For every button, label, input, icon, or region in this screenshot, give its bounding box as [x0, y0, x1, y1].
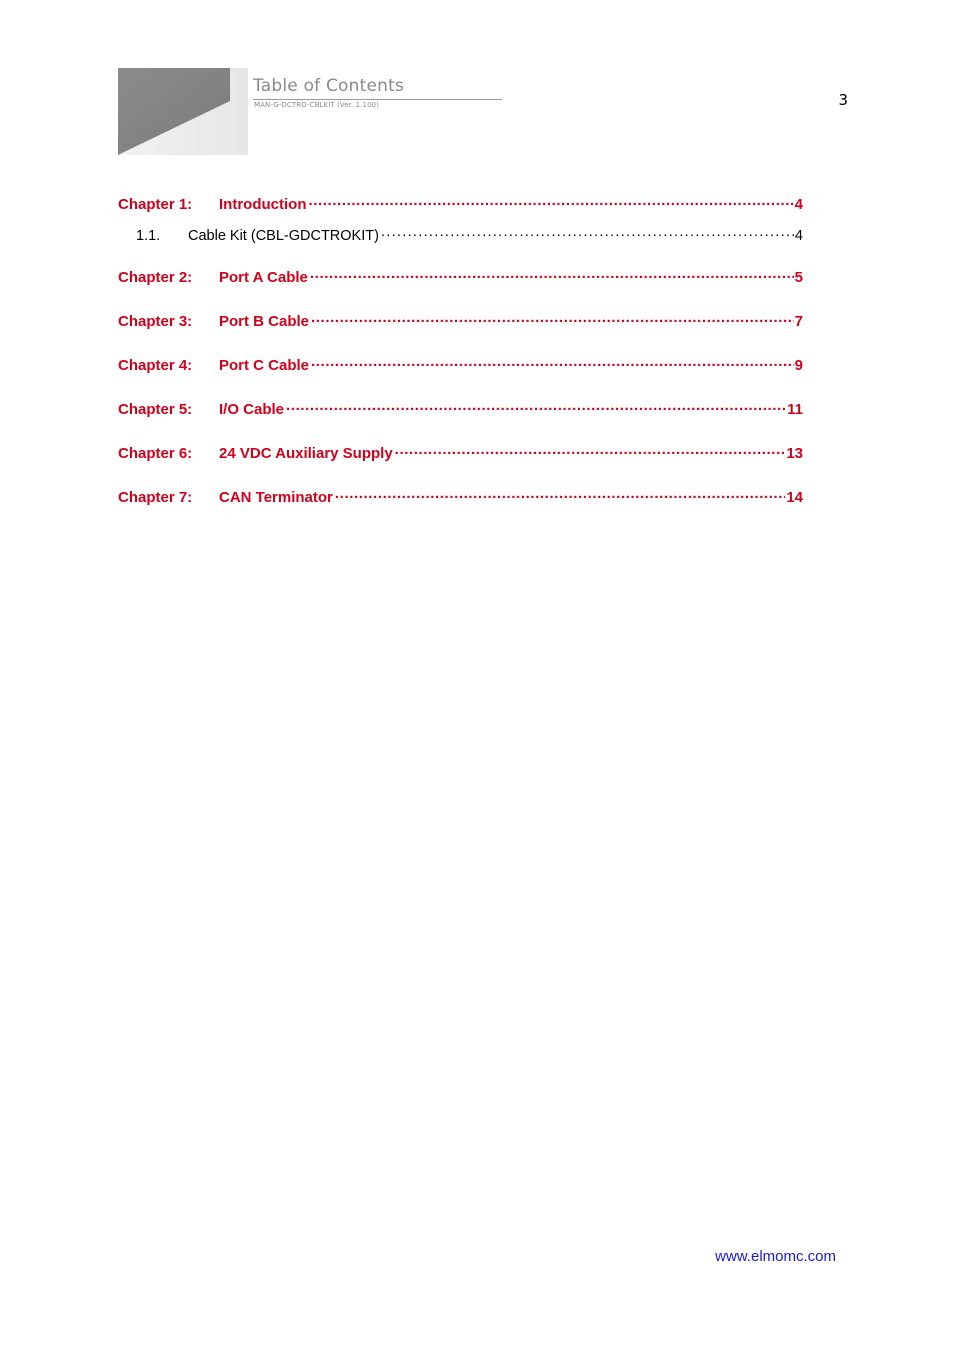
toc-entry-page: 7: [794, 313, 803, 330]
toc-entry-number: Chapter 5:: [118, 401, 193, 418]
document-id: MAN-G-DCTRO-CBLKIT (Ver. 1.100): [254, 101, 380, 109]
toc-entry-chapter-2[interactable]: [118, 266, 803, 286]
dot-leader: [335, 486, 785, 502]
toc-entry-title: Introduction: [219, 196, 307, 213]
toc-entry-page: 14: [786, 489, 803, 506]
toc-entry-section-1-1[interactable]: [118, 224, 803, 244]
toc-entry-chapter-4[interactable]: [118, 354, 803, 374]
toc-entry-number: Chapter 6:: [118, 445, 193, 462]
toc-entry-number: Chapter 2:: [118, 269, 193, 286]
toc-entry-chapter-7[interactable]: [118, 486, 803, 506]
toc-entry-chapter-1[interactable]: [118, 193, 803, 213]
page-number: 3: [838, 91, 848, 109]
toc-entry-chapter-3[interactable]: [118, 310, 803, 330]
toc-entry-title: I/O Cable: [219, 401, 285, 418]
toc-entry-page: 11: [787, 401, 803, 418]
dot-leader: [310, 266, 794, 282]
toc-entry-title: Port B Cable: [219, 313, 310, 330]
toc-entry-chapter-6[interactable]: [118, 442, 803, 462]
website-link[interactable]: www.elmomc.com: [715, 1248, 836, 1265]
header-divider: [253, 99, 502, 100]
dot-leader: [308, 193, 793, 209]
dot-leader: [395, 442, 786, 458]
dot-leader: [311, 354, 794, 370]
toc-entry-number: 1.1.: [136, 228, 161, 244]
toc-entry-title: Port C Cable: [219, 357, 310, 374]
dot-leader: [381, 224, 794, 240]
toc-entry-page: 13: [786, 445, 803, 462]
toc-entry-page: 9: [794, 357, 803, 374]
toc-entry-title: CAN Terminator: [219, 489, 333, 506]
toc-entry-number: Chapter 7:: [118, 489, 193, 506]
toc-entry-number: Chapter 3:: [118, 313, 193, 330]
dot-leader: [286, 398, 786, 414]
header-title: Table of Contents: [253, 76, 405, 96]
toc-entry-page: 5: [794, 269, 803, 286]
toc-entry-title: 24 VDC Auxiliary Supply: [219, 445, 393, 462]
toc-entry-number: Chapter 1:: [118, 196, 193, 213]
toc-entry-page: 4: [794, 228, 803, 244]
toc-entry-page: 4: [794, 196, 803, 213]
toc-entry-title: Port A Cable: [219, 269, 308, 286]
toc-entry-number: Chapter 4:: [118, 357, 193, 374]
dot-leader: [311, 310, 794, 326]
toc-entry-title: Cable Kit (CBL-GDCTROKIT): [188, 228, 379, 244]
brand-logo-graphic: [118, 68, 248, 155]
toc-entry-chapter-5[interactable]: [118, 398, 803, 418]
